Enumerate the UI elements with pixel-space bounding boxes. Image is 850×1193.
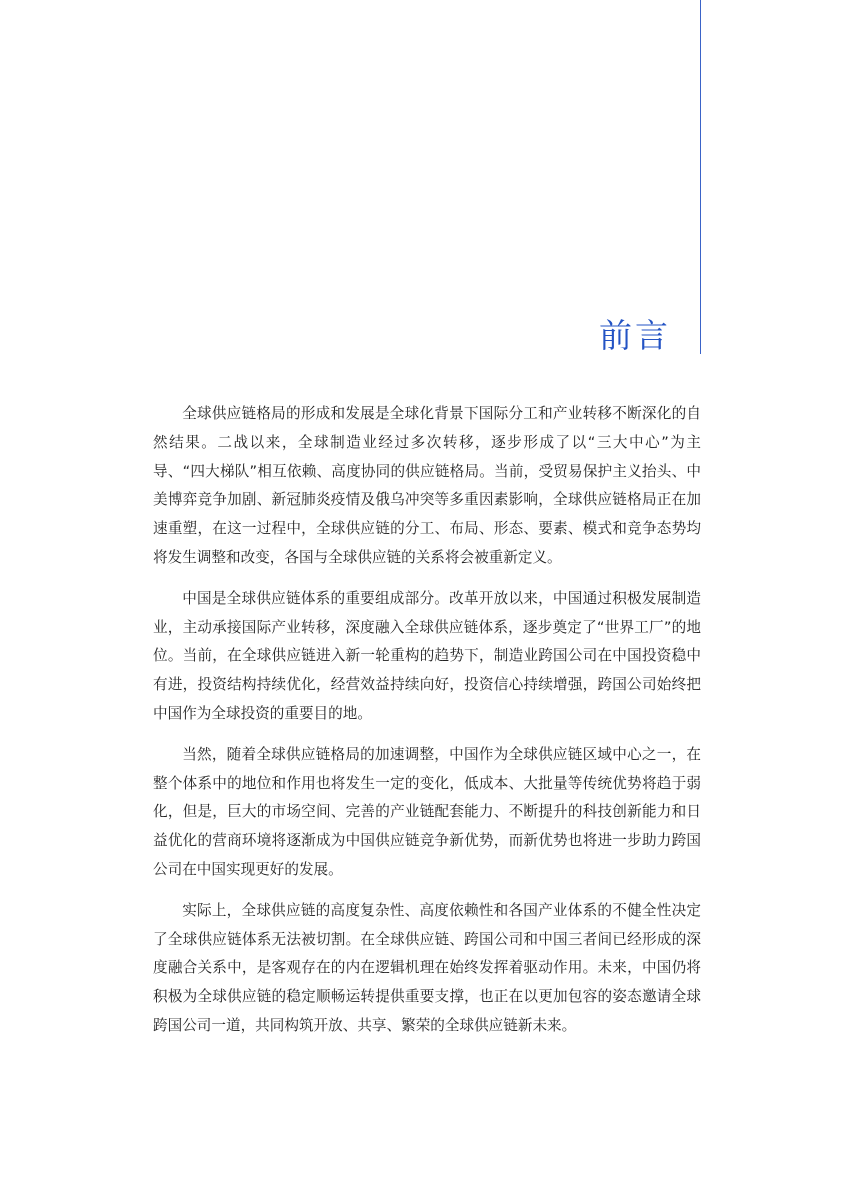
paragraph-1: 全球供应链格局的形成和发展是全球化背景下国际分工和产业转移不断深化的自然结果。二战以来，全球制造业经过多次转移，逐步形成了以“三大中心”为主导、“四大梯队”相互依赖、高度协同的供应链格局。当前，受贸易保护主义抬头、中美博弈竞争加剧、新冠肺炎疫情及俄乌冲突等多重因素影响，全球供应链格局正在加速重塑，在这一过程中，全球供应链的分工、布局、形态、要素、模式和竞争态势均将发生调整和改变，各国与全球供应链的关系将会被重新定义。 xyxy=(153,405,701,566)
paragraph-4: 实际上，全球供应链的高度复杂性、高度依赖性和各国产业体系的不健全性决定了全球供应链体系无法被切割。在全球供应链、跨国公司和中国三者间已经形成的深度融合关系中，是客观存在的内在逻辑机理在始终发挥着驱动作用。未来，中国仍将积极为全球供应链的稳定顺畅运转提供重要支撑，也正在以更加包容的姿态邀请全球跨国公司一道，共同构筑开放、共享、繁荣的全球供应链新未来。 xyxy=(153,901,701,1034)
paragraph-2: 中国是全球供应链体系的重要组成部分。改革开放以来，中国通过积极发展制造业，主动承接国际产业转移，深度融入全球供应链体系，逐步奠定了“世界工厂”的地位。当前，在全球供应链进入新一轮重构的趋势下，制造业跨国公司在中国投资稳中有进，投资结构持续优化，经营效益持续向好，投资信心持续增强，跨国公司始终把中国作为全球投资的重要目的地。 xyxy=(153,589,701,722)
page-title: 前言 xyxy=(599,316,671,355)
vertical-rule xyxy=(700,0,701,354)
body-text xyxy=(153,400,701,1053)
paragraph-3: 当然，随着全球供应链格局的加速调整，中国作为全球供应链区域中心之一，在整个体系中的地位和作用也将发生一定的变化，低成本、大批量等传统优势将趋于弱化，但是，巨大的市场空间、完善的产业链配套能力、不断提升的科技创新能力和日益优化的营商环境将逐渐成为中国供应链竞争新优势，而新优势也将进一步助力跨国公司在中国实现更好的发展。 xyxy=(153,745,701,878)
